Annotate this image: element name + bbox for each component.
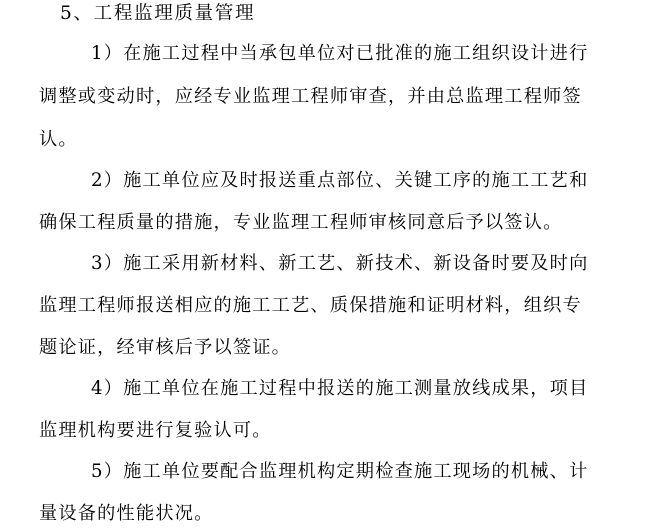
paragraph-4-line-2: 监理机构要进行复验认可。	[39, 420, 272, 441]
paragraph-1-line-1: 1）在施工过程中当承包单位对已批准的施工组织设计进行	[91, 43, 589, 64]
paragraph-1-line-3: 认。	[39, 129, 78, 150]
paragraph-2-line-2: 确保工程质量的措施，专业监理工程师审核同意后予以签认。	[39, 212, 563, 233]
paragraph-4-line-1: 4）施工单位在施工过程中报送的施工测量放线成果，项目	[91, 378, 589, 399]
paragraph-3-line-3: 题论证，经审核后予以签证。	[39, 337, 292, 358]
paragraph-5-line-1: 5）施工单位要配合监理机构定期检查施工现场的机械、计	[91, 461, 589, 482]
paragraph-1-line-2: 调整或变动时，应经专业监理工程师审查，并由总监理工程师签	[39, 86, 582, 107]
paragraph-2-line-1: 2）施工单位应及时报送重点部位、关键工序的施工工艺和	[91, 170, 589, 191]
paragraph-3-line-1: 3）施工采用新材料、新工艺、新技术、新设备时要及时向	[91, 253, 589, 274]
section-heading: 5、工程监理质量管理	[60, 3, 256, 24]
paragraph-5-line-2: 量设备的性能状况。	[39, 503, 214, 524]
paragraph-3-line-2: 监理工程师报送相应的施工工艺、质保措施和证明材料，组织专	[39, 295, 582, 316]
